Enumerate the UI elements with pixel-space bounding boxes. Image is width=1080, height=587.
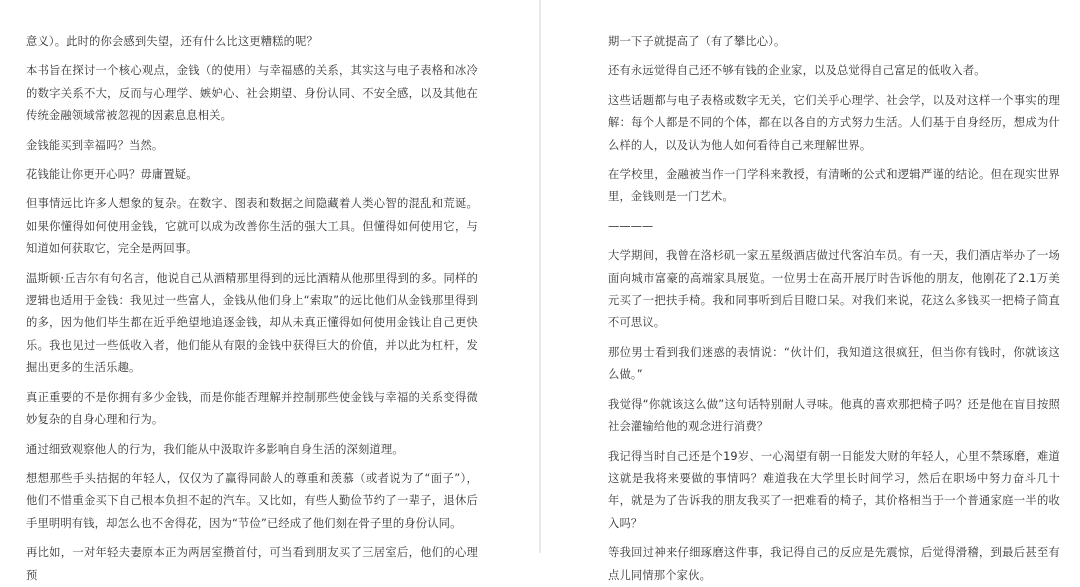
right-paragraph-6: 那位男士看到我们迷惑的表情说：“伙计们，我知道这很疯狂，但当你有钱时，你就该这么做。” bbox=[608, 345, 1060, 382]
right-paragraph-4: 在学校里，金融被当作一门学科来教授，有清晰的公式和逻辑严谨的结论。但在现实世界里，金钱则是一门艺术。 bbox=[608, 168, 1060, 204]
left-paragraph-9: 想想那些手头拮据的年轻人，仅仅为了赢得同龄人的尊重和羡慕（或者说为了“面子”），他们不惜重金买下自己根本负担不起的汽车。又比如，有些人勤俭节约了一辈子，退休后手里明明有钱，却怎么也不舍得花，因为“节俭”已经成了他们刻在骨子里的身份认同。 bbox=[26, 471, 478, 530]
right-paragraph-9: 等我回过神来仔细琢磨这件事，我记得自己的反应是先震惊，后觉得滑稽，到最后甚至有点儿同情那个家伙。 bbox=[608, 546, 1060, 582]
right-paragraph-2: 还有永远觉得自己还不够有钱的企业家，以及总觉得自己富足的低收入者。 bbox=[608, 64, 986, 78]
left-paragraph-6: 温斯顿·丘吉尔有句名言，他说自己从酒精那里得到的远比酒精从他那里得到的多。同样的逻辑也适用于金钱：我见过一些富人，金钱从他们身上“索取”的远比他们从金钱那里得到的多，因为他们毕生都在近乎绝望地追逐金钱，却从未真正懂得如何使用金钱让自己更快乐。我也见过一些低收入者，他们能从有限的金钱中获得巨大的价值，并以此为杠杆，发掘出更多的生活乐趣。 bbox=[26, 271, 478, 375]
right-page bbox=[541, 0, 1080, 582]
right-paragraph-3: 这些话题都与电子表格或数字无关，它们关乎心理学、社会学，以及对这样一个事实的理解：每个人都是不同的个体，都在以各自的方式努力生活。人们基于自身经历，想成为什么样的人，以及认为他人如何看待自己来理解世界。 bbox=[608, 93, 1060, 152]
left-paragraph-3: 金钱能买到幸福吗？当然。 bbox=[26, 138, 164, 152]
left-page bbox=[0, 0, 540, 582]
section-separator: ———— bbox=[608, 219, 654, 233]
right-paragraph-5: 大学期间，我曾在洛杉矶一家五星级酒店做过代客泊车员。有一天，我们酒店举办了一场面向城市富豪的高端家具展览。一位男士在高开展厅时告诉他的朋友，他刚花了2.1万美元买了一把扶手椅。我和同事听到后目瞪口呆。对我们来说，花这么多钱买一把椅子简直不可思议。 bbox=[608, 249, 1060, 330]
left-paragraph-8: 通过细致观察他人的行为，我们能从中汲取许多影响自身生活的深刻道理。 bbox=[26, 442, 404, 456]
right-paragraph-1: 期一下子就提高了（有了攀比心）。 bbox=[608, 35, 786, 48]
right-paragraph-8: 我记得当时自己还是个19岁、一心渴望有朝一日能发大财的年轻人，心里不禁琢磨，难道这就是我将来要做的事情吗？难道我在大学里长时间学习，然后在职场中努力奋斗几十年，就是为了告诉我的朋友我买了一把难看的椅子，其价格相当于一个普通家庭一半的收入吗？ bbox=[608, 449, 1060, 530]
left-paragraph-10: 再比如，一对年轻夫妻原本正为两居室攒首付，可当看到朋友买了三居室后，他们的心理预 bbox=[26, 546, 478, 582]
left-paragraph-7: 真正重要的不是你拥有多少金钱，而是你能否理解并控制那些使金钱与幸福的关系变得微妙复杂的自身心理和行为。 bbox=[26, 390, 478, 427]
left-paragraph-1: 意义）。此时的你会感到失望，还有什么比这更糟糕的呢？ bbox=[26, 35, 318, 48]
left-paragraph-2: 本书旨在探讨一个核心观点，金钱（的使用）与幸福感的关系，其实这与电子表格和冰冷的数字关系不大，反而与心理学、嫉妒心、社会期望、身份认同、不安全感，以及其他在传统金融领域常被忽视的因素息息相关。 bbox=[26, 64, 478, 123]
left-paragraph-5: 但事情远比许多人想象的复杂。在数字、图表和数据之间隐藏着人类心智的混乱和荒诞。如果你懂得如何使用金钱，它就可以成为改善你生活的强大工具。但懂得如何使用它，与知道如何获取它，完全是两回事。 bbox=[26, 197, 478, 256]
right-paragraph-7: 我觉得“你就该这么做”这句话特别耐人寻味。他真的喜欢那把椅子吗？还是他在盲目按照社会灌输给他的观念进行消费？ bbox=[608, 397, 1060, 434]
left-paragraph-4: 花钱能让你更开心吗？毋庸置疑。 bbox=[26, 168, 198, 182]
